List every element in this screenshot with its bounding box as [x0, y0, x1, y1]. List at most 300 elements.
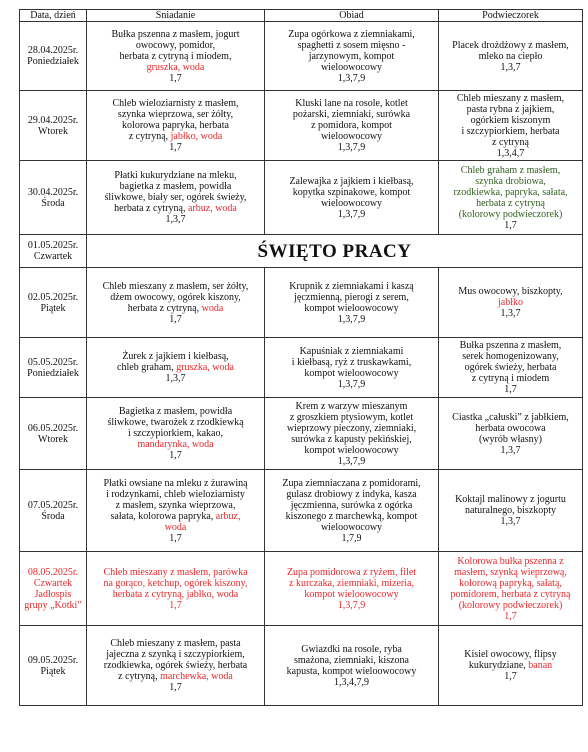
highlight-text: woda	[164, 521, 187, 533]
menu-row	[20, 470, 583, 552]
menu-text: kolorowa papryka, herbata	[122, 120, 229, 131]
menu-line	[90, 203, 261, 214]
date-cell	[20, 398, 87, 470]
menu-line	[442, 649, 579, 660]
menu-line	[90, 578, 261, 589]
menu-line	[90, 522, 261, 533]
menu-text: Kluski lane na rosole, kotlet	[295, 98, 408, 109]
menu-text: smażona, ziemniaki, kiszona	[294, 654, 409, 666]
menu-line	[90, 600, 261, 611]
menu-text: herbata z cytryną,	[127, 302, 202, 314]
menu-line	[268, 314, 435, 325]
highlight-text: banan	[528, 660, 553, 671]
menu-line	[268, 131, 435, 142]
menu-line	[442, 611, 579, 622]
menu-line	[442, 126, 579, 137]
menu-text: 1,3,7	[500, 444, 521, 456]
date-text: 29.04.2025r.	[27, 114, 79, 126]
menu-line	[90, 362, 261, 373]
highlight-text: marchewka, woda	[160, 671, 233, 682]
highlight-text: (kolorowy podwieczorek)	[458, 208, 563, 220]
menu-text: Płatki kukurydziane na mleku,	[114, 170, 237, 181]
menu-line	[268, 401, 435, 412]
menu-line	[90, 417, 261, 428]
menu-line	[268, 533, 435, 544]
menu-line	[268, 109, 435, 120]
menu-line	[90, 303, 261, 314]
menu-line	[90, 500, 261, 511]
menu-line	[268, 292, 435, 303]
menu-text: i rodzynkami, chleb wieloziarnisty	[106, 488, 245, 500]
menu-line	[442, 589, 579, 600]
breakfast-cell	[87, 91, 265, 161]
menu-line	[268, 281, 435, 292]
menu-text: surówka z kapusty pekińskiej,	[291, 433, 412, 445]
menu-text: 1,7	[504, 219, 517, 231]
menu-text: Placek drożdżowy z masłem,	[452, 39, 569, 51]
date-text: 01.05.2025r.	[27, 240, 79, 251]
menu-row	[20, 626, 583, 706]
menu-line	[268, 511, 435, 522]
menu-text: 1,7	[169, 72, 182, 84]
date-text: 02.05.2025r.	[27, 291, 79, 303]
menu-line	[90, 450, 261, 461]
menu-line	[90, 62, 261, 73]
menu-line	[90, 682, 261, 693]
snack-cell	[439, 338, 583, 398]
menu-line	[90, 73, 261, 84]
menu-line	[442, 578, 579, 589]
menu-line	[90, 170, 261, 181]
menu-text: Kapuśniak z ziemniakami	[299, 345, 404, 357]
menu-text: Żurek z jajkiem i kiełbasą,	[122, 351, 229, 362]
menu-line	[90, 351, 261, 362]
menu-text: 1,7	[504, 610, 517, 622]
menu-line	[442, 340, 579, 351]
menu-text: kolorową papryką, sałatą,	[459, 577, 562, 589]
menu-line	[442, 104, 579, 115]
menu-text: ogórkiem kiszonym	[470, 114, 551, 126]
highlight-text: gruszka, woda	[146, 61, 205, 73]
breakfast-cell	[87, 268, 265, 338]
menu-line	[90, 406, 261, 417]
menu-line	[90, 649, 261, 660]
menu-row	[20, 268, 583, 338]
date-cell	[20, 552, 87, 626]
menu-line	[442, 93, 579, 104]
menu-text: Chleb mieszany z masłem, ser żółty,	[102, 280, 249, 292]
menu-line	[268, 142, 435, 153]
day-text: Poniedziałek	[27, 367, 79, 379]
menu-line	[268, 368, 435, 379]
menu-row	[20, 235, 583, 268]
menu-text: serek homogenizowany,	[462, 351, 559, 362]
lunch-cell	[265, 470, 439, 552]
day-text: Wtorek	[38, 125, 68, 137]
menu-text: 1,3,7,9	[337, 378, 366, 390]
menu-line	[90, 120, 261, 131]
menu-text: kukurydziane,	[468, 660, 529, 671]
menu-line	[268, 500, 435, 511]
menu-line	[268, 303, 435, 314]
menu-line	[90, 671, 261, 682]
menu-text: 1,3,7,9	[337, 142, 366, 153]
snack-cell	[439, 626, 583, 706]
menu-text: 1,3,7	[500, 516, 521, 527]
header-snack: Podwieczorek	[439, 10, 583, 22]
menu-line	[268, 445, 435, 456]
menu-text: chleb graham,	[117, 362, 177, 373]
date-text: 07.05.2025r.	[27, 499, 79, 511]
menu-line	[90, 660, 261, 671]
date-cell	[20, 268, 87, 338]
menu-line	[90, 428, 261, 439]
date-cell	[20, 626, 87, 706]
menu-line	[442, 423, 579, 434]
menu-line	[268, 176, 435, 187]
menu-text: wieprzowy pieczony, ziemniaki,	[286, 422, 417, 434]
menu-text: 1,3,7,9	[337, 313, 366, 325]
menu-row	[20, 338, 583, 398]
menu-text: 1,7	[504, 671, 517, 682]
date-text: 30.04.2025r.	[27, 186, 79, 198]
menu-text: i kiełbasą, ryż z truskawkami,	[291, 356, 412, 368]
menu-line	[90, 511, 261, 522]
menu-text: kompot wieloowocowy	[304, 367, 399, 379]
menu-text: Bułka pszenna z masłem,	[459, 340, 562, 351]
menu-line	[442, 308, 579, 319]
menu-line	[268, 478, 435, 489]
menu-line	[90, 181, 261, 192]
menu-line	[90, 131, 261, 142]
date-cell	[20, 235, 87, 268]
menu-line	[90, 214, 261, 225]
menu-line	[90, 533, 261, 544]
menu-line	[90, 98, 261, 109]
menu-text: herbata z cytryną i miodem,	[119, 50, 232, 62]
menu-text: śliwkowe, twarożek z rzodkiewką	[107, 417, 244, 428]
menu-line	[442, 351, 579, 362]
menu-text: 1,3,7	[165, 214, 186, 225]
highlight-text: gruszka, woda	[176, 362, 234, 373]
menu-line	[268, 98, 435, 109]
menu-text: spaghetti z sosem mięsno -	[297, 39, 406, 51]
menu-table	[19, 9, 583, 706]
menu-text: Koktajl malinowy z jogurtu	[455, 494, 566, 505]
menu-row	[20, 161, 583, 235]
menu-text: kapusta, kompot wieloowocowy	[286, 665, 417, 677]
menu-text: Chleb mieszany z masłem, parówka	[103, 566, 248, 578]
menu-line	[442, 556, 579, 567]
date-cell	[20, 91, 87, 161]
lunch-cell	[265, 22, 439, 91]
menu-line	[268, 578, 435, 589]
menu-text: 1,3,7,9	[337, 455, 366, 467]
menu-text: z masłem, szynka wieprzowa,	[115, 499, 236, 511]
menu-text: 1,3,7,9	[337, 208, 366, 220]
menu-text: bagietka z masłem, powidła	[119, 181, 232, 192]
day-text: Środa	[41, 510, 65, 522]
date-text: 05.05.2025r.	[27, 356, 79, 368]
breakfast-cell	[87, 22, 265, 91]
menu-text: z groszkiem ptysiowym, kotlet	[289, 411, 414, 423]
menu-line	[268, 40, 435, 51]
menu-text: 1,7	[169, 682, 182, 693]
menu-text: wieloowocowy	[320, 197, 383, 209]
menu-text: 1,7	[169, 450, 182, 461]
snack-cell	[439, 398, 583, 470]
menu-line	[268, 198, 435, 209]
menu-text: na gorąco, ketchup, ogórek kiszony,	[103, 577, 248, 589]
menu-line	[442, 198, 579, 209]
menu-line	[90, 109, 261, 120]
date-cell	[20, 161, 87, 235]
menu-line	[442, 660, 579, 671]
menu-text: kompot wieloowocowy	[304, 444, 399, 456]
lunch-cell	[265, 268, 439, 338]
menu-text: pożarski, ziemniaki, surówka	[292, 109, 411, 120]
menu-text: Kisiel owocowy, flipsy	[464, 649, 557, 660]
breakfast-cell	[87, 398, 265, 470]
menu-line	[442, 220, 579, 231]
menu-text: Bagietka z masłem, powidła	[118, 406, 233, 417]
menu-text: Zupa ogórkowa z ziemniakami,	[288, 28, 415, 40]
menu-text: 1,3,7	[500, 308, 521, 319]
menu-line	[442, 176, 579, 187]
menu-text: masłem, szynką wieprzową,	[454, 566, 567, 578]
menu-line	[90, 51, 261, 62]
highlight-text: szynka drobiowa,	[475, 175, 546, 187]
menu-text: 1,3,4,7,9	[334, 676, 369, 688]
menu-line	[268, 434, 435, 445]
menu-text: 1,7	[169, 599, 182, 611]
highlight-text: mandarynka, woda	[137, 439, 214, 450]
menu-text: 1,3,7	[500, 61, 521, 73]
menu-line	[442, 297, 579, 308]
menu-line	[442, 384, 579, 395]
menu-text: i szczypiorkiem, kakao,	[128, 428, 223, 439]
menu-text: herbata z cytryną, jabłko, woda	[112, 588, 239, 600]
menu-line	[442, 40, 579, 51]
menu-line	[90, 314, 261, 325]
highlight-text: arbuz,	[215, 510, 241, 522]
menu-line	[268, 589, 435, 600]
menu-text: 1,3,7,9	[337, 599, 366, 611]
menu-text: kiszonego z marchewką, kompot	[285, 510, 418, 522]
menu-text: śliwkowe, biały ser, ogórek świeży,	[104, 192, 247, 203]
menu-text: (kolorowy podwieczorek)	[458, 599, 563, 611]
header-lunch: Obiad	[265, 10, 439, 22]
snack-cell	[439, 268, 583, 338]
lunch-cell	[265, 552, 439, 626]
menu-line	[268, 600, 435, 611]
menu-line	[268, 346, 435, 357]
day-text: Wtorek	[38, 433, 68, 445]
menu-body	[20, 22, 583, 706]
menu-text: 1,7	[169, 532, 182, 544]
menu-line	[442, 286, 579, 297]
menu-text: 1,7	[504, 384, 517, 395]
menu-text: pomidorem, herbata z cytryną	[450, 588, 571, 600]
menu-text: z cytryną,	[118, 671, 161, 682]
menu-line	[442, 51, 579, 62]
menu-text: kopytka szpinakowe, kompot	[292, 186, 411, 198]
menu-line	[90, 373, 261, 384]
breakfast-cell	[87, 161, 265, 235]
menu-text: z kurczaka, ziemniaki, mizeria,	[289, 577, 414, 589]
menu-line	[268, 655, 435, 666]
highlight-text: Chleb graham z masłem,	[460, 164, 561, 176]
menu-line	[90, 40, 261, 51]
menu-line	[442, 567, 579, 578]
menu-text: z cytryną,	[128, 131, 171, 142]
menu-line	[90, 478, 261, 489]
menu-line	[442, 600, 579, 611]
menu-text: wieloowocowy	[320, 521, 383, 533]
menu-line	[90, 192, 261, 203]
header-row	[20, 10, 583, 22]
menu-text: sałata, kolorowa papryka,	[110, 510, 216, 522]
menu-line	[442, 373, 579, 384]
date-cell	[20, 338, 87, 398]
header-breakfast: Śniadanie	[87, 10, 265, 22]
lunch-cell	[265, 91, 439, 161]
menu-line	[268, 209, 435, 220]
highlight-text: herbata z cytryną	[476, 197, 545, 209]
menu-text: szynka wieprzowa, ser żółty,	[117, 109, 234, 120]
holiday-cell: ŚWIĘTO PRACY	[87, 235, 583, 268]
menu-line	[442, 445, 579, 456]
date-text: 09.05.2025r.	[27, 654, 79, 666]
menu-line	[268, 29, 435, 40]
menu-line	[268, 677, 435, 688]
menu-text: z pomidora, kompot	[311, 120, 392, 131]
menu-line	[442, 412, 579, 423]
day-text: Czwartek	[33, 577, 73, 589]
menu-text: Chleb mieszany z masłem, pasta	[110, 638, 241, 649]
date-cell	[20, 470, 87, 552]
lunch-cell	[265, 398, 439, 470]
menu-text: Płatki owsiane na mleku z żurawiną	[103, 477, 248, 489]
menu-line	[268, 489, 435, 500]
menu-line	[268, 412, 435, 423]
menu-line	[268, 456, 435, 467]
menu-text: z cytryną i miodem	[471, 373, 550, 384]
menu-text: Krupnik z ziemniakami i kaszą	[289, 280, 414, 292]
menu-row	[20, 398, 583, 470]
menu-line	[90, 638, 261, 649]
menu-text: 1,3,4,7	[496, 147, 525, 159]
menu-line	[442, 494, 579, 505]
breakfast-cell	[87, 552, 265, 626]
menu-text: jęczmienną, pierogi z serem,	[294, 291, 409, 303]
menu-line	[90, 589, 261, 600]
menu-line	[268, 62, 435, 73]
snack-cell	[439, 552, 583, 626]
highlight-text: jabłko, woda	[170, 131, 223, 142]
menu-line	[90, 292, 261, 303]
menu-line	[442, 671, 579, 682]
menu-text: herbata owocowa	[475, 422, 546, 434]
snack-cell	[439, 91, 583, 161]
menu-text: Bułka pszenna z masłem, jogurt	[111, 28, 240, 40]
menu-line	[90, 439, 261, 450]
menu-line	[442, 209, 579, 220]
group-note: grupy „Kotki”	[24, 599, 82, 611]
date-cell	[20, 22, 87, 91]
menu-text: Zupa pomidorowa z ryżem, filet	[286, 566, 417, 578]
snack-cell	[439, 470, 583, 552]
menu-text: 1,3,7,9	[337, 72, 366, 84]
menu-line	[268, 666, 435, 677]
lunch-cell	[265, 338, 439, 398]
menu-text: pasta rybna z jajkiem,	[466, 103, 555, 115]
menu-line	[268, 357, 435, 368]
menu-text: jajeczna z szynką i szczypiorkiem,	[106, 649, 245, 660]
menu-line	[268, 423, 435, 434]
date-text: 28.04.2025r.	[27, 45, 79, 56]
menu-line	[268, 73, 435, 84]
header-date: Data, dzień	[20, 10, 87, 22]
menu-line	[90, 281, 261, 292]
menu-text: jęczmienna, surówka z ogórka	[290, 499, 413, 511]
menu-text: kompot wieloowocowy	[304, 588, 399, 600]
menu-text: naturalnego, biszkopty	[464, 505, 557, 516]
menu-text: 1,7	[169, 142, 182, 153]
menu-text: Krem z warzyw mieszanym	[295, 400, 408, 412]
highlight-text: jabłko	[498, 297, 523, 308]
breakfast-cell	[87, 626, 265, 706]
menu-line	[442, 115, 579, 126]
menu-line	[442, 362, 579, 373]
day-text: Poniedziałek	[27, 56, 79, 67]
menu-text: Mus owocowy, biszkopty,	[458, 286, 563, 297]
menu-text: Ciastka „całuski” z jabłkiem,	[452, 411, 569, 423]
menu-line	[442, 62, 579, 73]
menu-text: ogórek świeży, herbata	[464, 362, 557, 373]
menu-text: Zalewajka z jajkiem i kiełbasą,	[289, 175, 414, 187]
menu-text: 1,7	[169, 313, 182, 325]
menu-line	[268, 51, 435, 62]
menu-text: Zupa ziemniaczana z pomidorami,	[282, 477, 421, 489]
menu-line	[268, 644, 435, 655]
menu-line	[442, 434, 579, 445]
highlight-text: rzodkiewka, papryka, sałata,	[453, 186, 568, 198]
menu-text: kompot wieloowocowy	[304, 302, 399, 314]
menu-line	[90, 142, 261, 153]
highlight-text: woda	[201, 302, 224, 314]
menu-text: i szczypiorkiem, herbata	[461, 125, 560, 137]
group-note: Jadłospis	[34, 588, 72, 600]
menu-line	[90, 489, 261, 500]
menu-text: wieloowocowy	[320, 61, 383, 73]
menu-text: (wyrób własny)	[478, 433, 543, 445]
highlight-text: arbuz, woda	[187, 203, 237, 214]
date-text: 06.05.2025r.	[27, 422, 79, 434]
menu-text: rzodkiewka, ogórek świeży, herbata	[103, 660, 248, 671]
menu-text: z cytryną	[492, 136, 529, 148]
menu-text: jarzynowym, kompot	[308, 50, 395, 62]
menu-line	[268, 120, 435, 131]
menu-line	[442, 505, 579, 516]
menu-text: dżem owocowy, ogórek kiszony,	[110, 291, 241, 303]
menu-text: owocowy, pomidor,	[135, 39, 216, 51]
menu-line	[268, 379, 435, 390]
menu-text: 1,7,9	[341, 532, 362, 544]
menu-line	[268, 522, 435, 533]
menu-text: Kolorowa bułka pszenna z	[457, 555, 564, 567]
snack-cell	[439, 22, 583, 91]
